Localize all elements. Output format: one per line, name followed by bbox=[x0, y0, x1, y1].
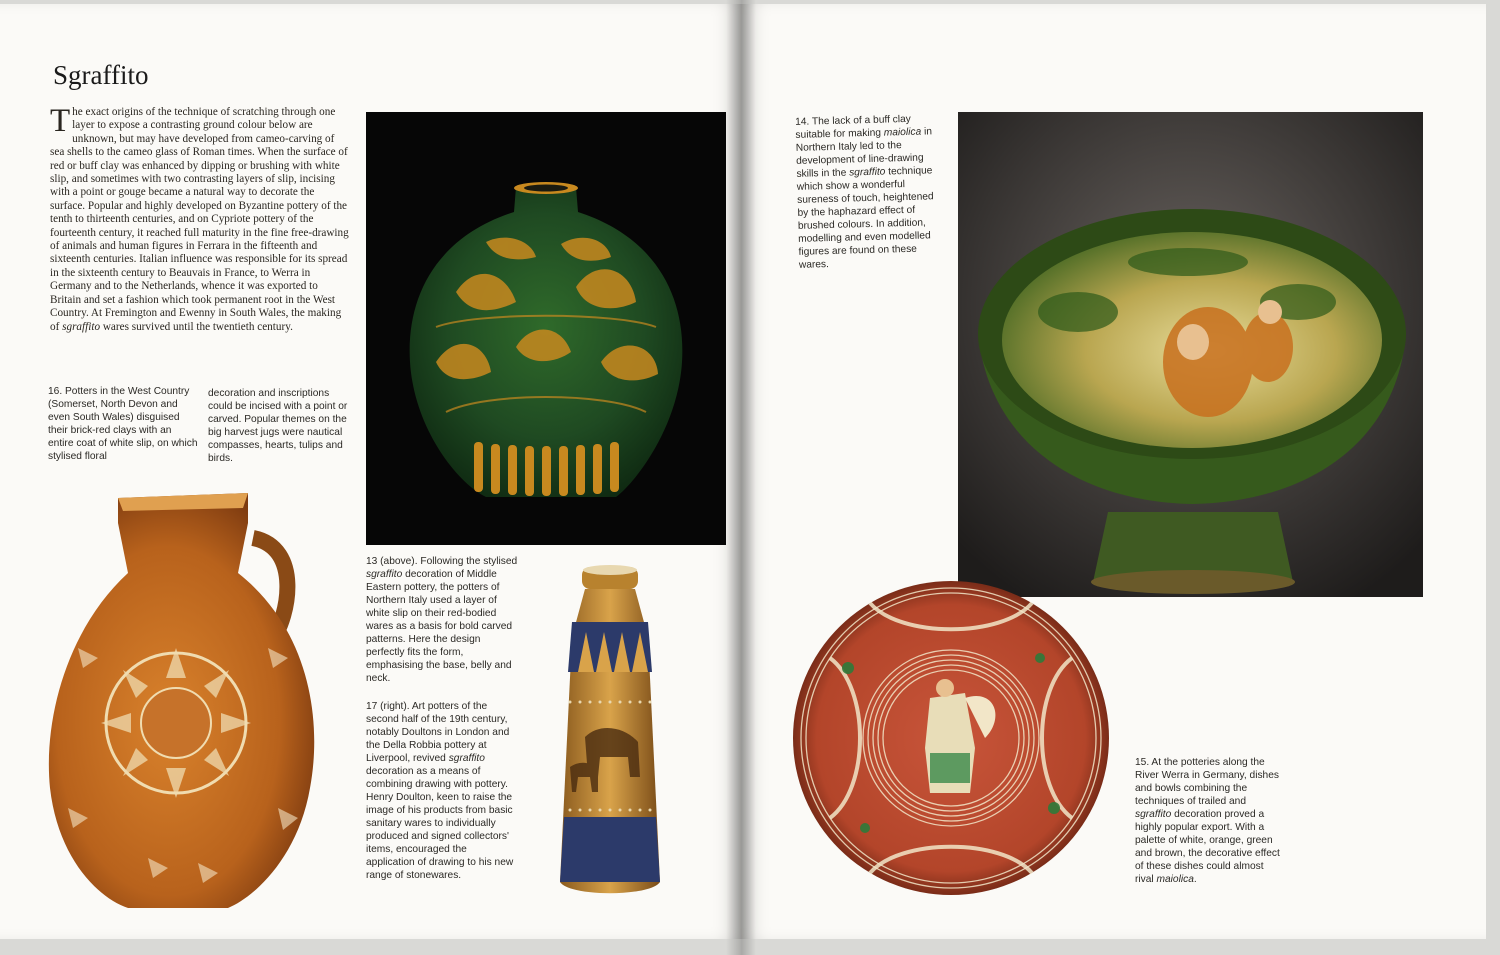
photo-green-vase bbox=[366, 112, 726, 545]
intro-italic: sgraffito bbox=[62, 320, 101, 333]
orange-jug-image bbox=[48, 478, 320, 918]
footed-bowl-image bbox=[958, 112, 1423, 597]
intro-text-end: wares survived until the twentieth century. bbox=[100, 320, 293, 333]
caption-14: 14. The lack of a buff clay suitable for making maiolica in Northern Italy led to the development of line-drawing skills in the sgraffito technique which show a wonderful sureness of touch, heightened by the haphazard effect of brushed colours. In addition, modelling and even modelled figures are found on these wares. bbox=[795, 113, 934, 271]
caption-13: 13 (above). Following the stylised sgraffito decoration of Middle Eastern pottery, the potters of Northern Italy used a layer of white slip on their red-bodied wares as a basis for bold carved patterns. Here the design perfectly fits the form, emphasising the base, belly and neck. bbox=[366, 556, 518, 684]
intro-text: he exact origins of the technique of scratching through one layer to expose a contrasting ground colour below are unknown, but may have developed from cameo-carving of sea shells to the cameo glass of Roman times. When the surface of red or buff clay was enhanced by dipping or brushing with white slip, and sometimes with two contrasting layers of slip, incising with a point or gouge became a natural way to decorate the surface. Popular and highly developed on Byzantine pottery of the tenth to thirteenth centuries, and on Cypriote pottery of the fourteenth century, it reached full maturity in the fine free-drawing of animals and human figures in Ferrara in the fifteenth and sixteenth centuries. Italian influence was responsible for its spread in the sixteenth century to Beauvais in France, to Werra in Germany and to the Netherlands, whence it was exported to Britain and set a fashion which took permanent root in the West Country. At Fremington and Ewenny in South Wales, the making of bbox=[50, 106, 349, 333]
doulton-vase-image bbox=[530, 562, 690, 902]
caption-17: 17 (right). Art potters of the second half of the 19th century, notably Doultons in London and the Della Robbia pottery at Liverpool, revived sgraffito decoration as a means of combining drawing with pottery. Henry Doulton, keen to raise the image of his products from basic sanitary wares to individually produced and signed collectors' items, encouraged the application of drawing to his new range of stonewares. bbox=[366, 701, 514, 881]
intro-paragraph bbox=[50, 103, 350, 334]
green-vase-image bbox=[366, 112, 726, 545]
photo-red-dish bbox=[790, 578, 1112, 898]
caption-16a: 16. Potters in the West Country (Somerset, North Devon and even South Wales) disguised their brick-red clays with an entire coat of white slip, on which stylised floral bbox=[48, 386, 198, 462]
caption-15: 15. At the potteries along the River Werra in Germany, dishes and bowls combining the techniques of trailed and sgraffito decoration proved a highly popular export. With a palette of white, orange, green and brown, the decorative effect of these dishes could almost rival maiolica. bbox=[1135, 757, 1280, 885]
red-dish-image bbox=[790, 578, 1112, 898]
photo-footed-bowl bbox=[958, 112, 1423, 597]
book-gutter bbox=[726, 0, 756, 955]
photo-orange-jug bbox=[48, 478, 320, 918]
page-title: Sgraffito bbox=[53, 60, 149, 90]
drop-cap: T bbox=[50, 103, 71, 139]
photo-doulton-vase bbox=[530, 562, 690, 902]
caption-16b: decoration and inscriptions could be incised with a point or carved. Popular themes on the big harvest jugs were nautical compasses, hearts, tulips and birds. bbox=[208, 388, 348, 464]
